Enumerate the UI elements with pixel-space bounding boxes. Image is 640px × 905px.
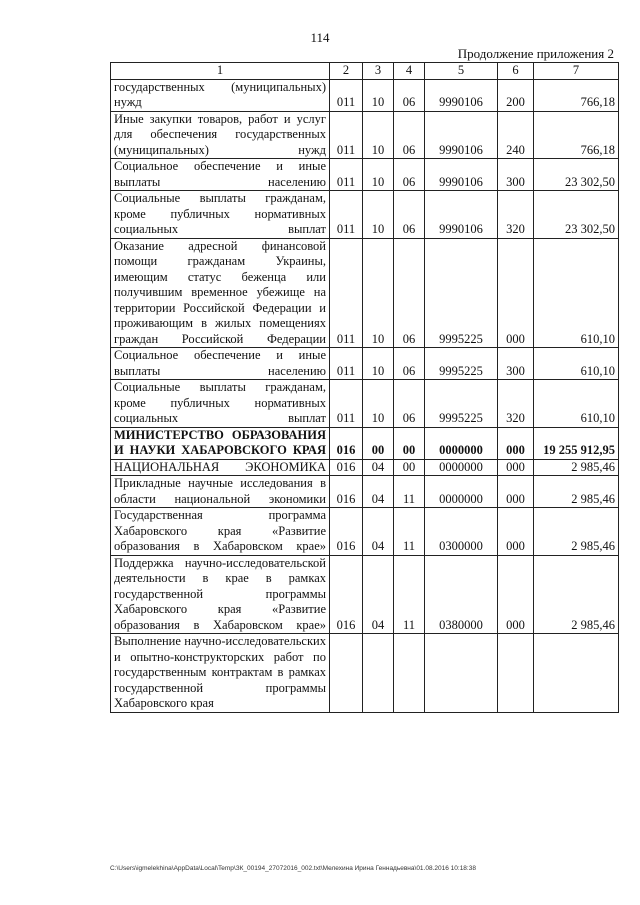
row-code-expense-type: 240 xyxy=(498,111,534,159)
row-code-expense-type: 000 xyxy=(498,508,534,556)
row-code-section: 04 xyxy=(363,555,394,634)
table-row xyxy=(111,476,619,508)
row-code-target: 0000000 xyxy=(425,476,498,508)
row-code-subsection: 06 xyxy=(394,191,425,239)
row-code-subsection: 06 xyxy=(394,79,425,111)
row-code-ministry: 011 xyxy=(330,348,363,380)
row-code-section: 04 xyxy=(363,476,394,508)
row-code-target: 0000000 xyxy=(425,459,498,476)
row-code-ministry: 011 xyxy=(330,380,363,428)
row-name: НАЦИОНАЛЬНАЯ ЭКОНОМИКА xyxy=(111,459,330,476)
row-amount: 766,18 xyxy=(534,79,619,111)
row-code-section: 04 xyxy=(363,508,394,556)
row-code-section xyxy=(363,634,394,713)
row-code-expense-type: 000 xyxy=(498,427,534,459)
row-code-target: 9990106 xyxy=(425,159,498,191)
row-code-ministry: 011 xyxy=(330,159,363,191)
table-row xyxy=(111,508,619,556)
row-code-target: 0000000 xyxy=(425,427,498,459)
table-row xyxy=(111,191,619,239)
row-code-ministry: 011 xyxy=(330,111,363,159)
row-code-expense-type: 000 xyxy=(498,459,534,476)
row-amount: 2 985,46 xyxy=(534,476,619,508)
row-code-expense-type: 000 xyxy=(498,238,534,348)
table-row xyxy=(111,427,619,459)
row-code-expense-type: 000 xyxy=(498,476,534,508)
row-name: Социальные выплаты гражданам, кроме публичных нормативных социальных выплат xyxy=(111,191,330,239)
row-code-subsection: 11 xyxy=(394,476,425,508)
row-code-expense-type: 320 xyxy=(498,191,534,239)
table-row xyxy=(111,459,619,476)
row-code-expense-type: 320 xyxy=(498,380,534,428)
row-name: Прикладные научные исследования в области национальной экономики xyxy=(111,476,330,508)
row-code-target: 9990106 xyxy=(425,79,498,111)
row-code-ministry: 016 xyxy=(330,459,363,476)
table-row xyxy=(111,79,619,111)
row-amount: 23 302,50 xyxy=(534,191,619,239)
page-number: 114 xyxy=(310,30,330,45)
row-code-ministry: 016 xyxy=(330,555,363,634)
row-code-ministry: 011 xyxy=(330,79,363,111)
row-code-ministry: 011 xyxy=(330,191,363,239)
row-code-ministry: 011 xyxy=(330,238,363,348)
row-code-subsection: 11 xyxy=(394,508,425,556)
row-code-subsection: 06 xyxy=(394,238,425,348)
row-code-target: 9995225 xyxy=(425,238,498,348)
row-name: Выполнение научно-исследовательских и опытно-конструкторских работ по государственным контрактам в рамках государственной программы Хабаровского края xyxy=(111,634,330,713)
row-code-target: 9990106 xyxy=(425,111,498,159)
row-amount: 766,18 xyxy=(534,111,619,159)
row-amount: 2 985,46 xyxy=(534,508,619,556)
row-code-target: 0380000 xyxy=(425,555,498,634)
row-amount xyxy=(534,634,619,713)
row-name: Социальное обеспечение и иные выплаты населению xyxy=(111,348,330,380)
table-row xyxy=(111,380,619,428)
row-code-section: 04 xyxy=(363,459,394,476)
row-name: Социальные выплаты гражданам, кроме публичных нормативных социальных выплат xyxy=(111,380,330,428)
row-code-section: 10 xyxy=(363,159,394,191)
row-code-target: 9990106 xyxy=(425,191,498,239)
budget-table xyxy=(110,62,619,713)
column-header: 2 xyxy=(330,63,363,80)
row-code-subsection: 00 xyxy=(394,459,425,476)
row-code-expense-type: 300 xyxy=(498,348,534,380)
row-name: Поддержка научно-исследовательской деятельности в крае в рамках государственной программы Хабаровского края «Развитие образования в Хабаровском крае» xyxy=(111,555,330,634)
column-header: 7 xyxy=(534,63,619,80)
row-amount: 19 255 912,95 xyxy=(534,427,619,459)
row-code-target xyxy=(425,634,498,713)
file-path-footer: C:\Users\igmelekhina\AppData\Local\Temp\ЗК_00194_27072016_002.txt\Мелехина Ирина Геннадьевна\01.08.2016 10:18:38 xyxy=(110,865,476,872)
column-header: 3 xyxy=(363,63,394,80)
row-amount: 2 985,46 xyxy=(534,459,619,476)
row-code-subsection: 06 xyxy=(394,111,425,159)
table-row xyxy=(111,348,619,380)
table-row xyxy=(111,159,619,191)
row-code-expense-type: 200 xyxy=(498,79,534,111)
row-code-ministry: 016 xyxy=(330,476,363,508)
row-code-subsection: 06 xyxy=(394,159,425,191)
row-code-section: 10 xyxy=(363,191,394,239)
row-code-expense-type: 000 xyxy=(498,555,534,634)
row-code-subsection xyxy=(394,634,425,713)
row-code-section: 10 xyxy=(363,380,394,428)
row-code-ministry xyxy=(330,634,363,713)
row-code-expense-type: 300 xyxy=(498,159,534,191)
row-amount: 2 985,46 xyxy=(534,555,619,634)
column-header: 1 xyxy=(111,63,330,80)
row-name: МИНИСТЕРСТВО ОБРАЗОВАНИЯ И НАУКИ ХАБАРОВСКОГО КРАЯ xyxy=(111,427,330,459)
row-name: Социальное обеспечение и иные выплаты населению xyxy=(111,159,330,191)
row-name: Оказание адресной финансовой помощи гражданам Украины, имеющим статус беженца или получившим временное убежище на территории Российской Федерации и проживающим в жилых помещениях граждан Российской Федерации xyxy=(111,238,330,348)
row-code-section: 10 xyxy=(363,238,394,348)
row-name: государственных (муниципальных) нужд xyxy=(111,79,330,111)
row-code-section: 00 xyxy=(363,427,394,459)
row-amount: 610,10 xyxy=(534,238,619,348)
row-code-expense-type xyxy=(498,634,534,713)
row-amount: 610,10 xyxy=(534,380,619,428)
row-amount: 23 302,50 xyxy=(534,159,619,191)
row-code-ministry: 016 xyxy=(330,427,363,459)
column-header: 6 xyxy=(498,63,534,80)
row-name: Государственная программа Хабаровского края «Развитие образования в Хабаровском крае» xyxy=(111,508,330,556)
table-row xyxy=(111,555,619,634)
row-code-subsection: 11 xyxy=(394,555,425,634)
table-row xyxy=(111,111,619,159)
column-header: 4 xyxy=(394,63,425,80)
row-code-target: 9995225 xyxy=(425,348,498,380)
row-code-target: 0300000 xyxy=(425,508,498,556)
row-amount: 610,10 xyxy=(534,348,619,380)
table-header-row xyxy=(111,63,619,80)
row-code-subsection: 06 xyxy=(394,380,425,428)
row-code-section: 10 xyxy=(363,79,394,111)
row-code-subsection: 06 xyxy=(394,348,425,380)
row-code-ministry: 016 xyxy=(330,508,363,556)
row-code-section: 10 xyxy=(363,111,394,159)
table-row xyxy=(111,238,619,348)
row-code-section: 10 xyxy=(363,348,394,380)
row-code-subsection: 00 xyxy=(394,427,425,459)
continuation-note: Продолжение приложения 2 xyxy=(457,46,614,61)
column-header: 5 xyxy=(425,63,498,80)
table-row xyxy=(111,634,619,713)
row-code-target: 9995225 xyxy=(425,380,498,428)
row-name: Иные закупки товаров, работ и услуг для обеспечения государственных (муниципальных) нужд xyxy=(111,111,330,159)
